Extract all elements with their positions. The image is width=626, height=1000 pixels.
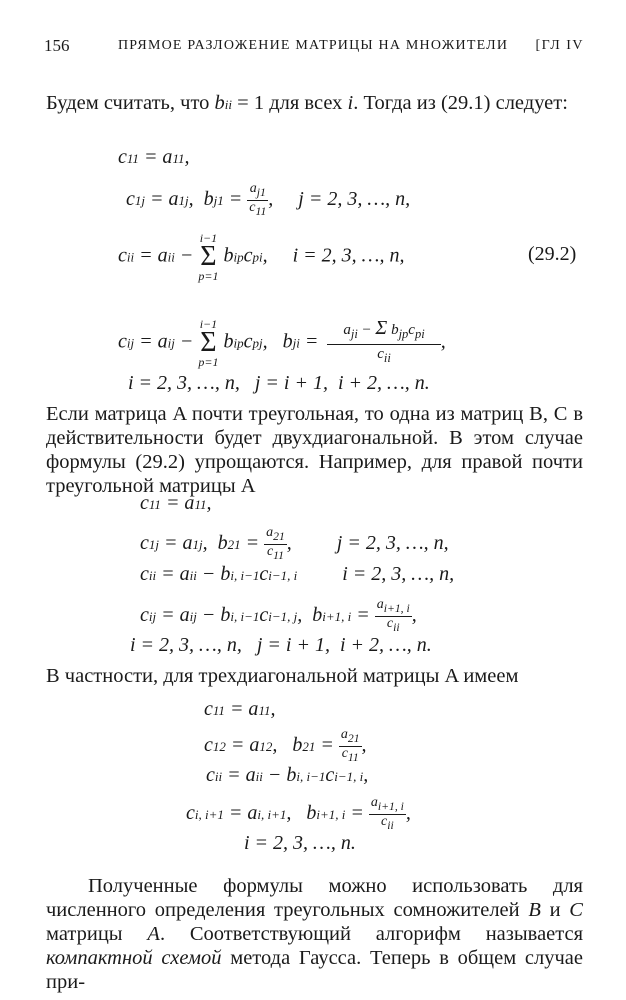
paragraph-compact-scheme: Полученные формулы можно использовать для численного определения треугольных сомножителей B и C матрицы A. Соответствующий алгорифм называется компактной схемой метода Гаусса. Теперь в общем случае при- (46, 875, 583, 993)
eq3-line3: cii = aii − bi, i−1ci−1, i, (206, 764, 369, 786)
running-title: ПРЯМОЕ РАЗЛОЖЕНИЕ МАТРИЦЫ НА МНОЖИТЕЛИ (118, 38, 509, 53)
eq2-line2: c1j = a1j, b21 = $\frac{a_{21}}{c_{11}}$ , j = 2, 3, …, n, (140, 525, 449, 562)
eq3-line1: c11 = a11, (204, 698, 276, 720)
eq1-line1: c11 = a11, (118, 146, 190, 168)
paragraph-tridiagonal: В частности, для трехдиагональной матрицы A имеем (46, 665, 519, 687)
chapter-label: [ГЛ IV (535, 38, 584, 53)
eq1-line3: cii = aii − i−1 Σ p=1 bipcpi, i = 2, 3, …, n, (118, 231, 405, 283)
page-header (44, 36, 584, 60)
eq3-line5: i = 2, 3, …, n. (244, 832, 356, 854)
paragraph-almost-triangular: Если матрица A почти треугольная, то одна из матриц B, C в действительности будет двухдиагональной. В этом случае формулы (29.2) упрощаются. Например, для правой почти треугольной матрицы A (46, 403, 583, 497)
eq1-line2: c1j = a1j, bj1 = $\frac{a_{j1}}{c_{11}}$ , j = 2, 3, …, n, (126, 181, 411, 218)
page-number: 156 (44, 36, 70, 55)
equation-number: (29.2) (528, 243, 577, 265)
eq1-line5: i = 2, 3, …, n, j = i + 1, i + 2, …, n. (128, 372, 430, 394)
eq1-line4: cij = aij − i−1 Σ p=1 bipcpj, bji = $\frac{a_{ji} - \Sigma b_{jp}c_{pi}}{c_{ii}}$ , (118, 316, 446, 369)
eq2-line1: c11 = a11, (140, 492, 212, 514)
eq2-line5: i = 2, 3, …, n, j = i + 1, i + 2, …, n. (130, 634, 432, 656)
eq2-line4: cij = aij − bi, i−1ci−1, j, bi+1, i = $\frac{a_{i+1, i}}{c_{ii}}$ , (140, 597, 417, 634)
eq2-line3: cii = aii − bi, i−1ci−1, i i = 2, 3, …, n, (140, 563, 455, 585)
eq3-line4: ci, i+1 = ai, i+1, bi+1, i = $\frac{a_{i+1, i}}{c_{ii}}$ , (186, 795, 411, 832)
eq3-line2: c12 = a12, b21 = $\frac{a_{21}}{c_{11}}$ , (204, 727, 367, 764)
paragraph-intro: Будем считать, что bii = 1 для всех i. Тогда из (29.1) следует: (46, 92, 568, 114)
